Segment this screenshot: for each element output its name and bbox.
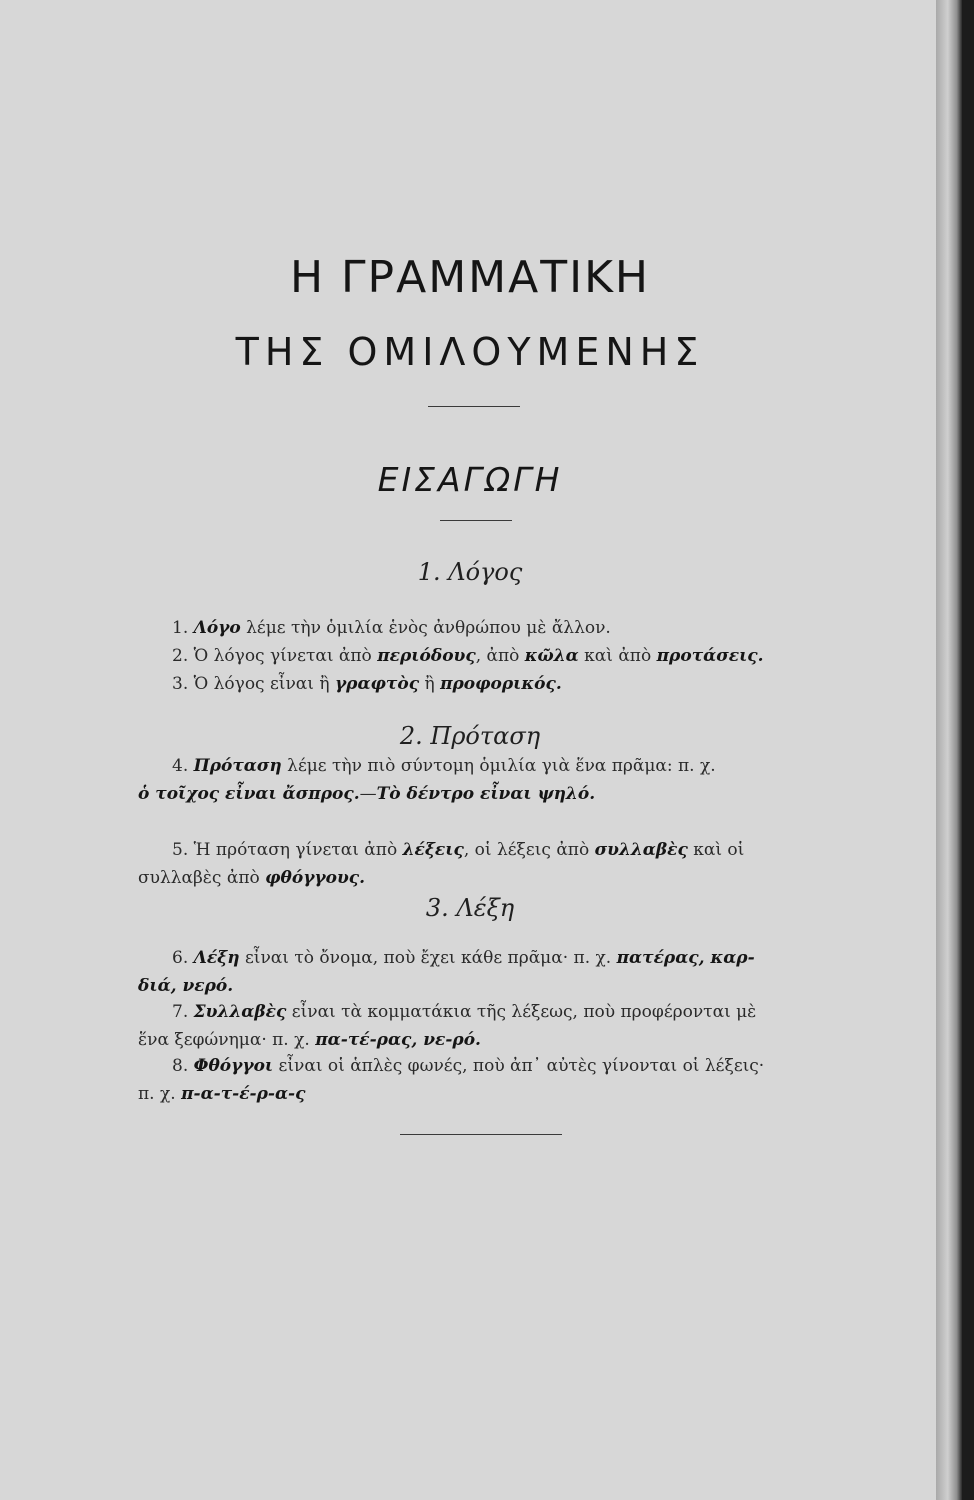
paragraph-number: 6. xyxy=(172,948,189,968)
section-heading-logos: 1. Λόγος xyxy=(417,558,523,586)
paragraph-number: 4. xyxy=(172,756,189,776)
intro-heading: ΕΙΣΑΓΩΓΗ xyxy=(377,460,563,499)
paragraph-8: 8. Φθόγγοι εἶναι οἱ ἁπλὲς φωνές, ποὺ ἀπ᾽ αὐτὲς γίνονται οἱ λέξεις· π. χ. π-α-τ-έ-ρ-α-ς xyxy=(138,1052,802,1108)
paragraph-6: 6. Λέξη εἶναι τὸ ὄνομα, ποὺ ἔχει κάθε πρᾶμα· π. χ. πατέρας, καρ- διά, νερό. xyxy=(138,944,802,1000)
section-heading-lexi: 3. Λέξη xyxy=(425,894,515,922)
paragraph-7: 7. Συλλαβὲς εἶναι τὰ κομματάκια τῆς λέξεως, ποὺ προφέρονται μὲ ἕνα ξεφώνημα· π. χ. πα-τέ-ρας, νε-ρό. xyxy=(138,998,802,1054)
paragraph-number: 2. xyxy=(172,646,189,666)
paragraph-4: 4. Πρόταση λέμε τὴν πιὸ σύντομη ὁμιλία γιὰ ἕνα πρᾶμα: π. χ. ὁ τοῖχος εἶναι ἄσπρος.—Τὸ δέντρο εἶναι ψηλό. xyxy=(138,752,802,808)
paragraph-number: 5. xyxy=(172,840,189,860)
paragraph-number: 7. xyxy=(172,1002,189,1022)
paragraph-number: 8. xyxy=(172,1056,189,1076)
divider-top xyxy=(428,406,520,407)
title-line-2: ΤΗΣ ΟΜΙΛΟΥΜΕΝΗΣ xyxy=(235,330,705,374)
title-line-1: Η ΓΡΑΜΜΑΤΙΚΗ xyxy=(289,252,651,303)
paragraph-2: 2. Ὁ λόγος γίνεται ἀπὸ περιόδους, ἀπὸ κῶλα καὶ ἀπὸ προτάσεις. xyxy=(138,642,802,670)
divider-bottom xyxy=(400,1134,562,1135)
paragraph-3: 3. Ὁ λόγος εἶναι ἢ γραφτὸς ἢ προφορικός. xyxy=(138,670,802,698)
paragraph-1: 1. Λόγο λέμε τὴν ὁμιλία ἑνὸς ἀνθρώπου μὲ ἄλλον. xyxy=(138,614,802,642)
paragraph-5: 5. Ἡ πρόταση γίνεται ἀπὸ λέξεις, οἱ λέξεις ἀπὸ συλλαβὲς καὶ οἱ συλλαβὲς ἀπὸ φθόγγους. xyxy=(138,836,802,892)
page-edge-shadow xyxy=(936,0,962,1500)
paragraph-number: 1. xyxy=(172,618,189,638)
section-heading-protasi: 2. Πρόταση xyxy=(399,722,541,750)
divider-intro xyxy=(440,520,512,521)
paragraph-number: 3. xyxy=(172,674,189,694)
